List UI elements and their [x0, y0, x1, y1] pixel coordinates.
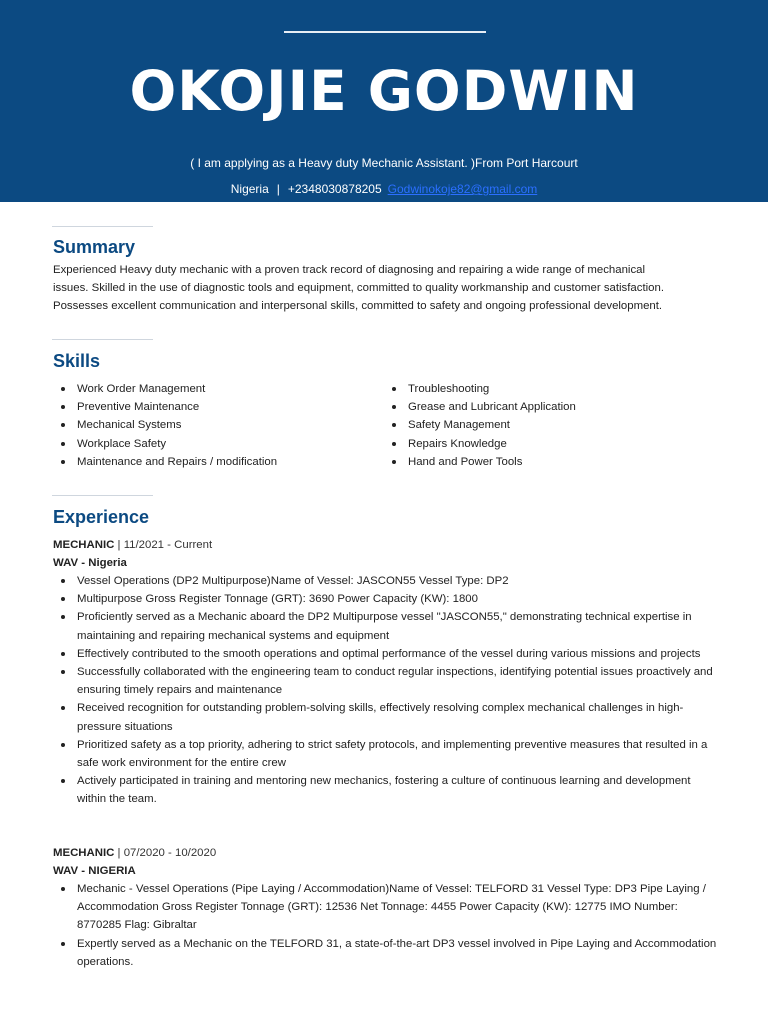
- candidate-headline: ( I am applying as a Heavy duty Mechanic Assistant. )From Port Harcourt: [190, 156, 578, 170]
- skill-item: Hand and Power Tools: [384, 453, 576, 471]
- phone-number: +2348030878205: [287, 182, 382, 196]
- duty-item: Actively participated in training and mentoring new mechanics, fostering a culture of continuous learning and development within the team.: [53, 772, 718, 808]
- duty-item: Multipurpose Gross Register Tonnage (GRT): 3690 Power Capacity (KW): 1800: [53, 590, 718, 608]
- skill-item: Repairs Knowledge: [384, 435, 576, 453]
- job-duties: [53, 880, 718, 971]
- summary-line: issues. Skilled in the use of diagnostic tools and equipment, committed to quality workmanship and customer satisfaction.: [53, 282, 664, 294]
- skill-item: Work Order Management: [53, 380, 277, 398]
- skill-item: Preventive Maintenance: [53, 398, 277, 416]
- email-link[interactable]: Godwinokoje82@gmail.com: [387, 182, 538, 196]
- job-dates: 11/2021 - Current: [123, 539, 213, 551]
- duty-item: Prioritized safety as a top priority, adhering to strict safety protocols, and implementing preventive measures that resulted in a safe work environment for the entire crew: [53, 736, 718, 772]
- skill-item: Mechanical Systems: [53, 416, 277, 434]
- duty-item: Proficiently served as a Mechanic aboard the DP2 Multipurpose vessel "JASCON55," demonstrating technical expertise in maintaining and repairing mechanical systems and equipment: [53, 608, 718, 644]
- skill-item: Safety Management: [384, 416, 576, 434]
- duty-item: Mechanic - Vessel Operations (Pipe Laying / Accommodation)Name of Vessel: TELFORD 31 Vessel Type: DP3 Pipe Laying / Accommodation Gross Register Tonnage (GRT): 12536 Net Tonnage: 4455 Power Capacity (KW): 12775 IMO Number: 8770285 Flag: Gibraltar: [53, 880, 718, 935]
- job-title: MECHANIC: [53, 539, 115, 551]
- contact-line: [0, 181, 768, 197]
- job-header: [53, 536, 212, 554]
- location: Nigeria: [230, 182, 269, 196]
- skill-item: Workplace Safety: [53, 435, 277, 453]
- job-employer: WAV - Nigeria: [53, 557, 127, 569]
- experience-heading: Experience: [53, 507, 150, 527]
- duty-item: Vessel Operations (DP2 Multipurpose)Name of Vessel: JASCON55 Vessel Type: DP2: [53, 572, 718, 590]
- skill-item: Grease and Lubricant Application: [384, 398, 576, 416]
- summary-line: Experienced Heavy duty mechanic with a proven track record of diagnosing and repairing a wide range of mechanical: [53, 264, 646, 276]
- job-duties: [53, 572, 718, 809]
- job-divider: |: [114, 539, 124, 551]
- candidate-name: OKOJIE GODWIN: [129, 59, 639, 123]
- skills-divider: [52, 339, 153, 340]
- job-employer: WAV - NIGERIA: [53, 865, 136, 877]
- resume-header: [0, 0, 768, 202]
- skills-list-right: [384, 380, 576, 471]
- experience-divider: [52, 495, 153, 496]
- duty-item: Expertly served as a Mechanic on the TELFORD 31, a state-of-the-art DP3 vessel involved in Pipe Laying and Accommodation operations.: [53, 935, 718, 971]
- summary-text: [53, 261, 718, 315]
- duty-item: Successfully collaborated with the engineering team to conduct regular inspections, identifying potential issues proactively and ensuring timely repairs and maintenance: [53, 663, 718, 699]
- header-divider: [284, 31, 486, 33]
- duty-item: Effectively contributed to the smooth operations and optimal performance of the vessel during various missions and projects: [53, 645, 718, 663]
- contact-separator: |: [276, 182, 280, 196]
- job-dates: 07/2020 - 10/2020: [123, 847, 217, 859]
- job-header: [53, 844, 216, 862]
- job-divider: |: [114, 847, 124, 859]
- summary-heading: Summary: [53, 237, 136, 257]
- summary-divider: [52, 226, 153, 227]
- duty-item: Received recognition for outstanding problem-solving skills, effectively resolving complex mechanical challenges in high-pressure situations: [53, 699, 718, 735]
- skill-item: Maintenance and Repairs / modification: [53, 453, 277, 471]
- skill-item: Troubleshooting: [384, 380, 576, 398]
- skills-list-left: [53, 380, 277, 471]
- summary-line: Possesses excellent communication and interpersonal skills, committed to safety and ongoing professional development.: [53, 300, 663, 312]
- skills-heading: Skills: [53, 351, 101, 371]
- job-title: MECHANIC: [53, 847, 115, 859]
